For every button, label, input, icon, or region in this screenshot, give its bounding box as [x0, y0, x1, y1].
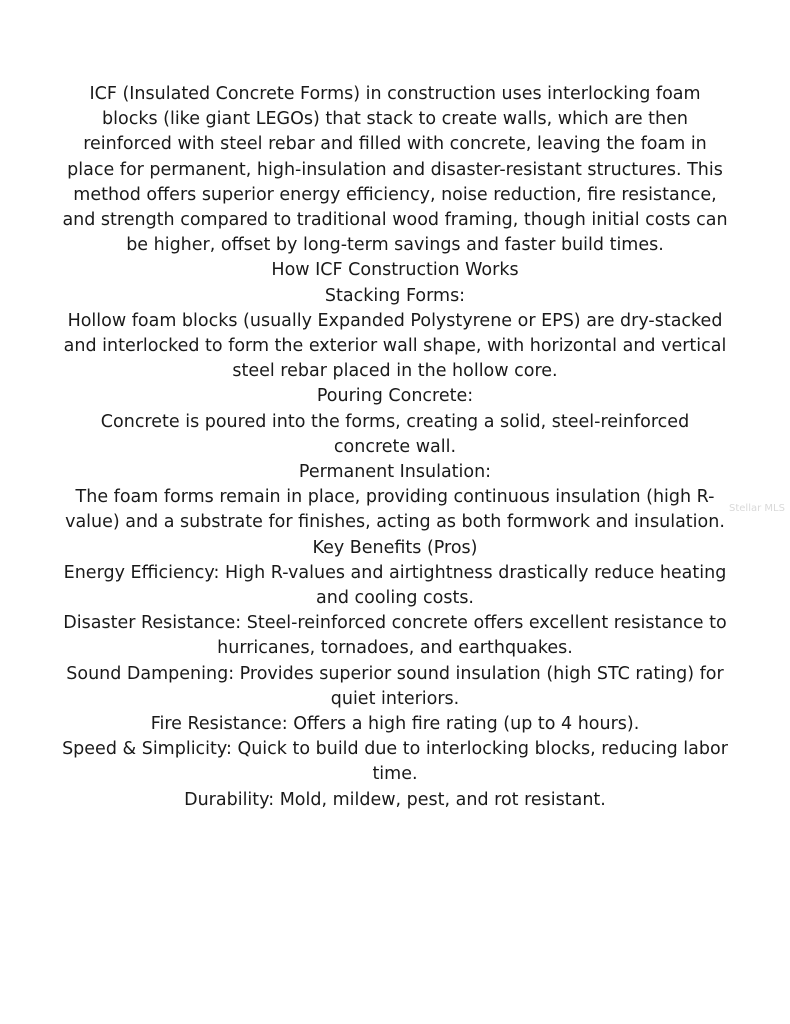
intro-paragraph: ICF (Insulated Concrete Forms) in construction uses interlocking foam blocks (like giant LEGOs) that stack to create walls, which are then reinforced with steel rebar and filled with concrete, leaving the foam in place for permanent, high-insulation and disaster-resistant structures. This method offers superior energy efficiency, noise reduction, fire resistance, and strength compared to traditional wood framing, though initial costs can be higher, offset by long-term savings and faster build times. — [62, 84, 728, 256]
section-heading-how-icf-works: How ICF Construction Works — [271, 260, 519, 281]
subheading-permanent-insulation: Permanent Insulation: — [298, 462, 492, 483]
pouring-concrete-paragraph: Concrete is poured into the forms, creating a solid, steel-reinforced concrete wall. — [100, 411, 690, 457]
watermark-text: Stellar MLS — [729, 503, 785, 514]
benefit-durability: Durability: Mold, mildew, pest, and rot resistant. — [184, 789, 606, 810]
benefit-sound-dampening: Sound Dampening: Provides superior sound insulation (high STC rating) for quiet interiors. — [66, 663, 724, 709]
stacking-forms-paragraph: Hollow foam blocks (usually Expanded Polystyrene or EPS) are dry-stacked and interlocked to form the exterior wall shape, with horizontal and vertical steel rebar placed in the hollow core. — [63, 310, 727, 382]
benefit-energy-efficiency: Energy Efficiency: High R-values and airtightness drastically reduce heating and cooling costs. — [63, 562, 727, 609]
benefit-disaster-resistance: Disaster Resistance: Steel-reinforced concrete offers excellent resistance to hurricanes, tornadoes, and earthquakes. — [63, 613, 727, 659]
benefit-fire-resistance: Fire Resistance: Offers a high fire rating (up to 4 hours). — [150, 714, 640, 735]
section-heading-key-benefits: Key Benefits (Pros) — [312, 537, 478, 558]
benefit-speed-simplicity: Speed & Simplicity: Quick to build due to interlocking blocks, reducing labor time. — [62, 739, 728, 785]
subheading-stacking-forms: Stacking Forms: — [324, 285, 466, 306]
subheading-pouring-concrete: Pouring Concrete: — [316, 386, 474, 407]
document-body — [60, 82, 730, 813]
permanent-insulation-paragraph: The foam forms remain in place, providing continuous insulation (high R-value) and a substrate for finishes, acting as both formwork and insulation. — [65, 487, 725, 533]
